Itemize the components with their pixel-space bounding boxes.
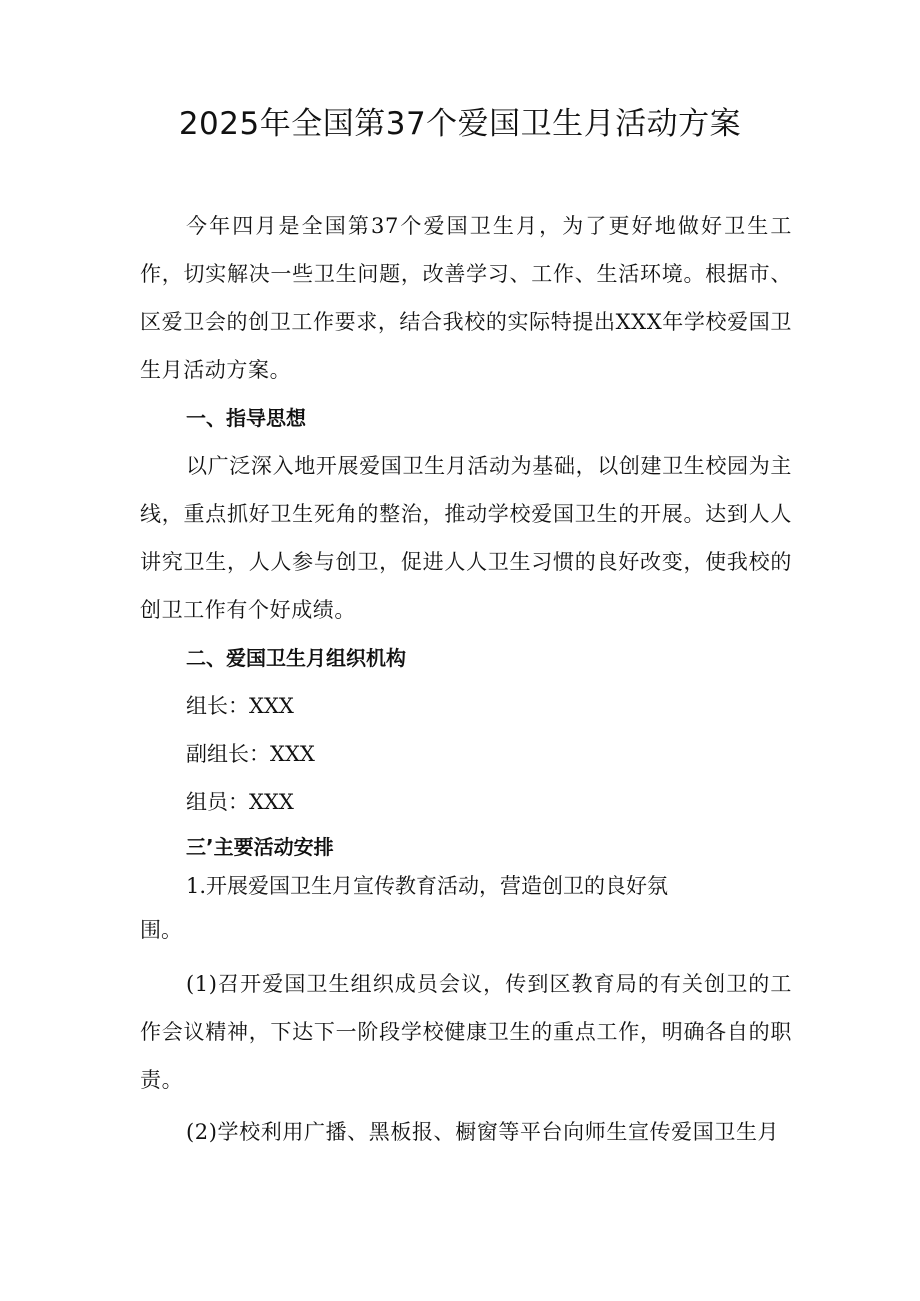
item-1-line-1: 1.开展爱国卫生月宣传教育活动，营造创卫的良好氛 xyxy=(186,874,669,898)
section-1-body: 以广泛深入地开展爱国卫生月活动为基础，以创建卫生校园为主线，重点抓好卫生死角的整治，推动学校爱国卫生的开展。达到人人讲究卫生，人人参与创卫，促进人人卫生习惯的良好改变，使我校的创卫工作有个好成绩。 xyxy=(140,454,792,622)
leader-line: 组长：XXX xyxy=(186,694,294,718)
item-1-line-2: 围。 xyxy=(140,918,182,942)
document-title: 2025年全国第37个爱国卫生月活动方案 xyxy=(178,106,742,142)
intro-paragraph: 今年四月是全国第37个爱国卫生月，为了更好地做好卫生工作，切实解决一些卫生问题，改善学习、工作、生活环境。根据市、区爱卫会的创卫工作要求，结合我校的实际特提出XXX年学校爱国卫生月活动方案。 xyxy=(140,214,792,382)
members-line: 组员：XXX xyxy=(186,790,294,814)
vice-leader-line: 副组长：XXX xyxy=(186,742,315,766)
section-2-heading: 二、爱国卫生月组织机构 xyxy=(186,646,406,670)
item-1-2-paragraph: (2)学校利用广播、黑板报、橱窗等平台向师生宣传爱国卫生月 xyxy=(186,1120,780,1144)
item-1-1-paragraph: (1)召开爱国卫生组织成员会议，传到区教育局的有关创卫的工作会议精神，下达下一阶段学校健康卫生的重点工作，明确各自的职责。 xyxy=(140,972,792,1092)
section-3-heading: 三’主要活动安排 xyxy=(186,835,334,859)
section-1-heading: 一、指导思想 xyxy=(186,406,306,430)
